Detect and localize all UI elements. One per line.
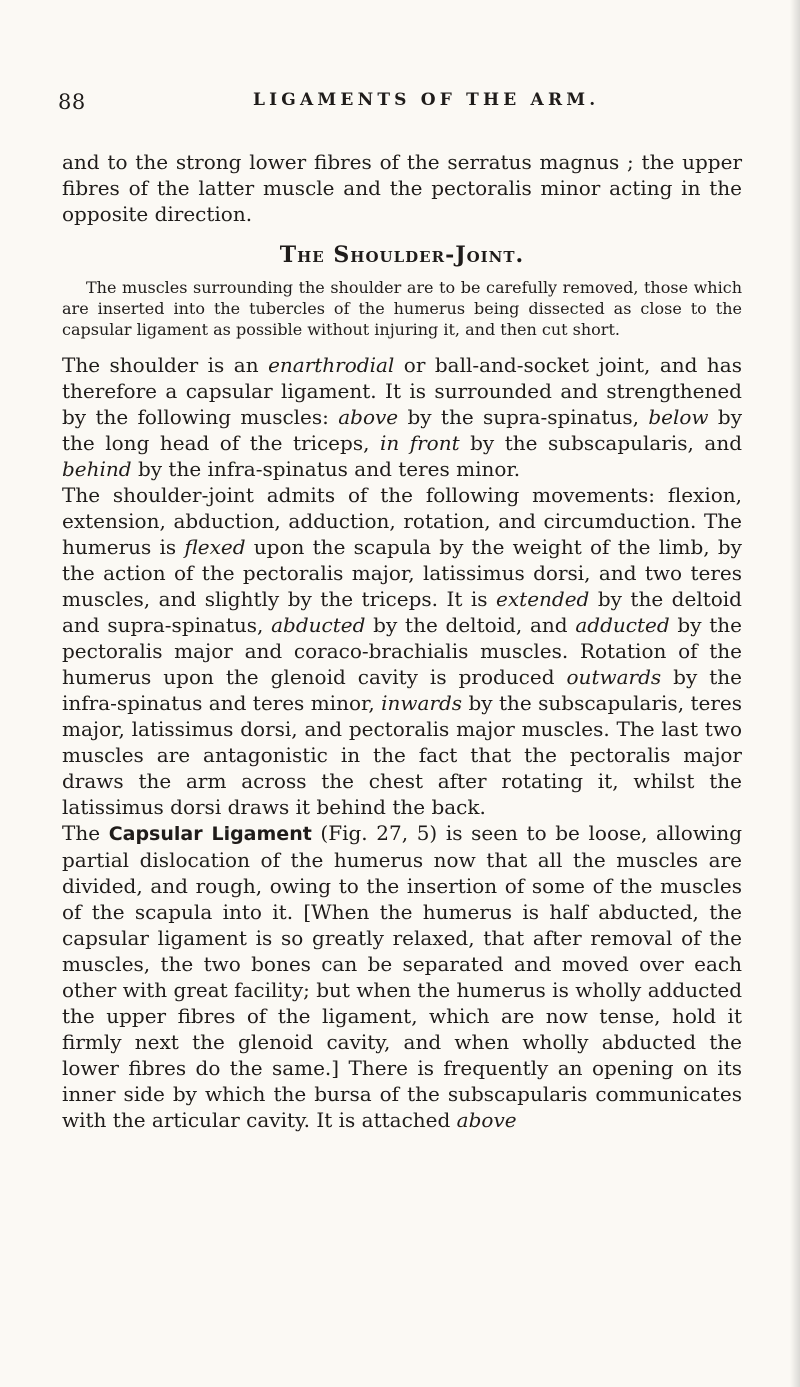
paragraph-capsular-ligament [62, 820, 742, 1133]
emphasis-text: extended [496, 587, 590, 611]
dissection-note: The muscles surrounding the shoulder are to be carefully removed, those which are inserted into the tubercles of the humerus being dissected as close to the capsular ligament as possible without injuring it, and then cut short. [62, 278, 742, 339]
text-run: The shoulder is an [62, 353, 269, 377]
emphasis-text: adducted [575, 613, 670, 637]
section-heading: The Shoulder-Joint. [279, 242, 525, 268]
page-edge-shadow [790, 0, 800, 1387]
page-body [62, 149, 742, 1133]
paragraph-movements [62, 482, 742, 820]
running-head: LIGAMENTS OF THE ARM. [253, 90, 600, 110]
intro-paragraph: and to the strong lower fibres of the serratus magnus ; the upper fibres of the latter muscle and the pectoralis minor acting in the opposite direction. [62, 150, 742, 226]
text-run: upon the scapula by the weight of the limb, by the action of the pectoralis major, latissimus dorsi, and two teres muscles, and slightly by the triceps. It is [62, 535, 742, 611]
term-heading: Capsular Ligament [108, 823, 312, 845]
text-run: by the subscapularis, teres major, latissimus dorsi, and pectoralis major muscles. The last two muscles are antagonistic in the fact that the pectoralis major draws the arm across the chest after rotating it, whilst the latissimus dorsi draws it behind the back. [62, 691, 742, 819]
text-run: by the infra-spinatus and teres minor, [62, 665, 743, 715]
text-run: by the pectoralis major and coraco-brachialis muscles. Rotation of the humerus upon the glenoid cavity is produced [62, 613, 743, 689]
text-run: by the deltoid, and [365, 613, 576, 637]
text-run: or ball-and-socket joint, and has therefore a capsular ligament. It is surrounded and strengthened by the following muscles: [62, 353, 742, 429]
text-run: by the long head of the triceps, [62, 405, 743, 455]
text-run: by the subscapularis, and [459, 431, 742, 455]
text-run: (Fig. 27, 5) is seen to be loose, allowing partial dislocation of the humerus now that all the muscles are divided, and rough, owing to the insertion of some of the muscles of the scapula into it. [When the humerus is half abducted, the capsular ligament is so greatly relaxed, that after removal of the muscles, the two bones can be separated and moved over each other with great facility; but when the humerus is wholly adducted the upper fibres of the ligament, which are now tense, hold it firmly next the glenoid cavity, and when wholly abducted the lower fibres do the same.] There is frequently an opening on its inner side by which the bursa of the subscapularis communicates with the articular cavity. It is attached [62, 821, 743, 1132]
paragraph-joint-type [62, 352, 742, 482]
text-run: The [62, 821, 109, 845]
emphasis-text: above [338, 405, 399, 429]
emphasis-text: abducted [271, 613, 366, 637]
text-run: by the supra-spinatus, [398, 405, 649, 429]
emphasis-text: outwards [566, 665, 662, 689]
page-number: 88 [58, 90, 86, 114]
emphasis-text: below [648, 405, 709, 429]
emphasis-text: behind [62, 457, 132, 481]
emphasis-text: in front [379, 431, 460, 455]
text-run: by the deltoid and supra-spinatus, [62, 587, 742, 637]
emphasis-text: flexed [184, 535, 246, 559]
emphasis-text: above [456, 1108, 517, 1132]
emphasis-text: inwards [381, 691, 463, 715]
text-run: by the infra-spinatus and teres minor. [131, 457, 521, 481]
text-run: The shoulder-joint admits of the following movements: flexion, extension, abduction, adduction, rotation, and circumduction. The humerus is [62, 483, 742, 559]
emphasis-text: enarthrodial [268, 353, 395, 377]
page-header [58, 90, 748, 120]
